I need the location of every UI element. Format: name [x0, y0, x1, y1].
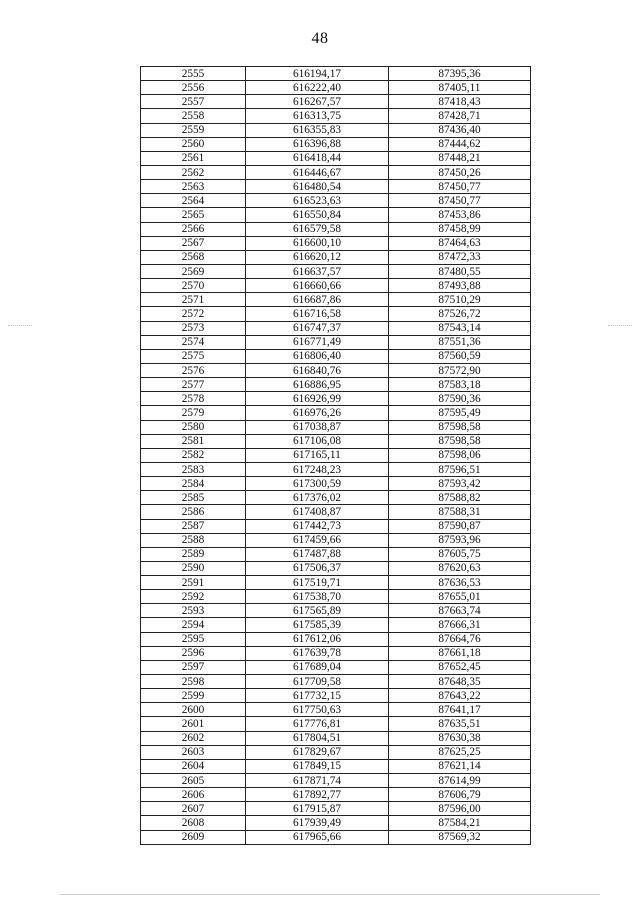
y-coordinate-cell: 87590,36 [389, 392, 531, 406]
y-coordinate-cell: 87643,22 [389, 689, 531, 703]
y-coordinate-cell: 87598,06 [389, 448, 531, 462]
table-row [141, 731, 531, 745]
x-coordinate-cell: 616550,84 [246, 208, 389, 222]
table-row [141, 618, 531, 632]
x-coordinate-cell: 616976,26 [246, 406, 389, 420]
point-number-cell: 2579 [141, 406, 246, 420]
point-number-cell: 2605 [141, 774, 246, 788]
point-number-cell: 2570 [141, 279, 246, 293]
page-number: 48 [311, 30, 329, 47]
table-row [141, 378, 531, 392]
y-coordinate-cell: 87621,14 [389, 759, 531, 773]
table-row [141, 604, 531, 618]
table-row [141, 590, 531, 604]
table-row [141, 208, 531, 222]
point-number-cell: 2566 [141, 222, 246, 236]
point-number-cell: 2581 [141, 434, 246, 448]
point-number-cell: 2577 [141, 378, 246, 392]
x-coordinate-cell: 616267,57 [246, 95, 389, 109]
y-coordinate-cell: 87596,51 [389, 462, 531, 476]
y-coordinate-cell: 87444,62 [389, 137, 531, 151]
y-coordinate-cell: 87464,63 [389, 236, 531, 250]
table-row [141, 462, 531, 476]
x-coordinate-cell: 617038,87 [246, 420, 389, 434]
table-row [141, 448, 531, 462]
y-coordinate-cell: 87596,00 [389, 802, 531, 816]
y-coordinate-cell: 87450,77 [389, 194, 531, 208]
x-coordinate-cell: 616687,86 [246, 293, 389, 307]
y-coordinate-cell: 87593,96 [389, 533, 531, 547]
y-coordinate-cell: 87448,21 [389, 151, 531, 165]
point-number-cell: 2567 [141, 236, 246, 250]
y-coordinate-cell: 87652,45 [389, 660, 531, 674]
table-row [141, 293, 531, 307]
x-coordinate-cell: 616446,67 [246, 165, 389, 179]
x-coordinate-cell: 617487,88 [246, 547, 389, 561]
table-row [141, 802, 531, 816]
table-row [141, 307, 531, 321]
y-coordinate-cell: 87480,55 [389, 264, 531, 278]
y-coordinate-cell: 87472,33 [389, 250, 531, 264]
table-row [141, 830, 531, 844]
y-coordinate-cell: 87543,14 [389, 321, 531, 335]
y-coordinate-cell: 87598,58 [389, 420, 531, 434]
y-coordinate-cell: 87663,74 [389, 604, 531, 618]
point-number-cell: 2557 [141, 95, 246, 109]
x-coordinate-cell: 617408,87 [246, 505, 389, 519]
y-coordinate-cell: 87636,53 [389, 576, 531, 590]
table-row [141, 222, 531, 236]
y-coordinate-cell: 87428,71 [389, 109, 531, 123]
x-coordinate-cell: 617506,37 [246, 561, 389, 575]
point-number-cell: 2592 [141, 590, 246, 604]
table-row [141, 703, 531, 717]
point-number-cell: 2573 [141, 321, 246, 335]
x-coordinate-cell: 617519,71 [246, 576, 389, 590]
table-row [141, 745, 531, 759]
x-coordinate-cell: 616771,49 [246, 335, 389, 349]
point-number-cell: 2591 [141, 576, 246, 590]
point-number-cell: 2560 [141, 137, 246, 151]
table-row [141, 632, 531, 646]
x-coordinate-cell: 616579,58 [246, 222, 389, 236]
y-coordinate-cell: 87458,99 [389, 222, 531, 236]
table-row [141, 279, 531, 293]
point-number-cell: 2561 [141, 151, 246, 165]
x-coordinate-cell: 617750,63 [246, 703, 389, 717]
x-coordinate-cell: 617585,39 [246, 618, 389, 632]
x-coordinate-cell: 617776,81 [246, 717, 389, 731]
x-coordinate-cell: 617442,73 [246, 519, 389, 533]
x-coordinate-cell: 617376,02 [246, 491, 389, 505]
y-coordinate-cell: 87572,90 [389, 363, 531, 377]
point-number-cell: 2595 [141, 632, 246, 646]
x-coordinate-cell: 616886,95 [246, 378, 389, 392]
x-coordinate-cell: 616660,66 [246, 279, 389, 293]
y-coordinate-cell: 87418,43 [389, 95, 531, 109]
y-coordinate-cell: 87620,63 [389, 561, 531, 575]
y-coordinate-cell: 87661,18 [389, 646, 531, 660]
y-coordinate-cell: 87584,21 [389, 816, 531, 830]
y-coordinate-cell: 87450,77 [389, 180, 531, 194]
x-coordinate-cell: 617871,74 [246, 774, 389, 788]
point-number-cell: 2585 [141, 491, 246, 505]
point-number-cell: 2572 [141, 307, 246, 321]
y-coordinate-cell: 87606,79 [389, 788, 531, 802]
y-coordinate-cell: 87590,87 [389, 519, 531, 533]
table-row [141, 576, 531, 590]
x-coordinate-cell: 617829,67 [246, 745, 389, 759]
table-row [141, 67, 531, 81]
y-coordinate-cell: 87588,82 [389, 491, 531, 505]
point-number-cell: 2593 [141, 604, 246, 618]
x-coordinate-cell: 617732,15 [246, 689, 389, 703]
x-coordinate-cell: 617892,77 [246, 788, 389, 802]
y-coordinate-cell: 87648,35 [389, 675, 531, 689]
point-number-cell: 2601 [141, 717, 246, 731]
table-row [141, 151, 531, 165]
x-coordinate-cell: 616747,37 [246, 321, 389, 335]
point-number-cell: 2575 [141, 349, 246, 363]
table-row [141, 363, 531, 377]
table-row [141, 816, 531, 830]
table-row [141, 477, 531, 491]
y-coordinate-cell: 87569,32 [389, 830, 531, 844]
y-coordinate-cell: 87583,18 [389, 378, 531, 392]
y-coordinate-cell: 87664,76 [389, 632, 531, 646]
point-number-cell: 2590 [141, 561, 246, 575]
x-coordinate-cell: 617459,66 [246, 533, 389, 547]
point-number-cell: 2578 [141, 392, 246, 406]
y-coordinate-cell: 87395,36 [389, 67, 531, 81]
table-row [141, 759, 531, 773]
x-coordinate-cell: 616313,75 [246, 109, 389, 123]
point-number-cell: 2587 [141, 519, 246, 533]
y-coordinate-cell: 87453,86 [389, 208, 531, 222]
table-row [141, 519, 531, 533]
table-row [141, 646, 531, 660]
x-coordinate-cell: 617300,59 [246, 477, 389, 491]
table-row [141, 194, 531, 208]
x-coordinate-cell: 617939,49 [246, 816, 389, 830]
point-number-cell: 2582 [141, 448, 246, 462]
point-number-cell: 2602 [141, 731, 246, 745]
y-coordinate-cell: 87436,40 [389, 123, 531, 137]
point-number-cell: 2558 [141, 109, 246, 123]
y-coordinate-cell: 87510,29 [389, 293, 531, 307]
y-coordinate-cell: 87666,31 [389, 618, 531, 632]
table-row [141, 788, 531, 802]
point-number-cell: 2584 [141, 477, 246, 491]
y-coordinate-cell: 87625,25 [389, 745, 531, 759]
point-number-cell: 2598 [141, 675, 246, 689]
x-coordinate-cell: 617639,78 [246, 646, 389, 660]
table-row [141, 95, 531, 109]
point-number-cell: 2586 [141, 505, 246, 519]
point-number-cell: 2599 [141, 689, 246, 703]
x-coordinate-cell: 616222,40 [246, 81, 389, 95]
point-number-cell: 2609 [141, 830, 246, 844]
coordinates-table-body [141, 67, 531, 845]
point-number-cell: 2604 [141, 759, 246, 773]
point-number-cell: 2576 [141, 363, 246, 377]
point-number-cell: 2588 [141, 533, 246, 547]
x-coordinate-cell: 616418,44 [246, 151, 389, 165]
table-row [141, 250, 531, 264]
point-number-cell: 2569 [141, 264, 246, 278]
point-number-cell: 2580 [141, 420, 246, 434]
point-number-cell: 2565 [141, 208, 246, 222]
table-row [141, 547, 531, 561]
x-coordinate-cell: 616396,88 [246, 137, 389, 151]
table-row [141, 236, 531, 250]
table-row [141, 675, 531, 689]
point-number-cell: 2568 [141, 250, 246, 264]
table-row [141, 505, 531, 519]
table-row [141, 533, 531, 547]
x-coordinate-cell: 616355,83 [246, 123, 389, 137]
table-row [141, 406, 531, 420]
point-number-cell: 2606 [141, 788, 246, 802]
y-coordinate-cell: 87595,49 [389, 406, 531, 420]
table-row [141, 774, 531, 788]
x-coordinate-cell: 616716,58 [246, 307, 389, 321]
x-coordinate-cell: 616620,12 [246, 250, 389, 264]
point-number-cell: 2574 [141, 335, 246, 349]
x-coordinate-cell: 616600,10 [246, 236, 389, 250]
table-row [141, 561, 531, 575]
x-coordinate-cell: 617709,58 [246, 675, 389, 689]
y-coordinate-cell: 87655,01 [389, 590, 531, 604]
point-number-cell: 2563 [141, 180, 246, 194]
y-coordinate-cell: 87450,26 [389, 165, 531, 179]
y-coordinate-cell: 87526,72 [389, 307, 531, 321]
table-row [141, 321, 531, 335]
table-row [141, 137, 531, 151]
y-coordinate-cell: 87630,38 [389, 731, 531, 745]
y-coordinate-cell: 87635,51 [389, 717, 531, 731]
y-coordinate-cell: 87614,99 [389, 774, 531, 788]
y-coordinate-cell: 87641,17 [389, 703, 531, 717]
table-row [141, 81, 531, 95]
x-coordinate-cell: 617915,87 [246, 802, 389, 816]
point-number-cell: 2571 [141, 293, 246, 307]
table-row [141, 717, 531, 731]
x-coordinate-cell: 616480,54 [246, 180, 389, 194]
x-coordinate-cell: 617965,66 [246, 830, 389, 844]
x-coordinate-cell: 617689,04 [246, 660, 389, 674]
point-number-cell: 2596 [141, 646, 246, 660]
table-row [141, 109, 531, 123]
y-coordinate-cell: 87551,36 [389, 335, 531, 349]
point-number-cell: 2559 [141, 123, 246, 137]
x-coordinate-cell: 617106,08 [246, 434, 389, 448]
point-number-cell: 2608 [141, 816, 246, 830]
y-coordinate-cell: 87598,58 [389, 434, 531, 448]
x-coordinate-cell: 616926,99 [246, 392, 389, 406]
scan-speck-left [8, 325, 32, 326]
table-row [141, 349, 531, 363]
point-number-cell: 2600 [141, 703, 246, 717]
table-row [141, 660, 531, 674]
x-coordinate-cell: 617165,11 [246, 448, 389, 462]
table-row [141, 335, 531, 349]
point-number-cell: 2562 [141, 165, 246, 179]
y-coordinate-cell: 87588,31 [389, 505, 531, 519]
table-row [141, 264, 531, 278]
scan-speck-right [608, 325, 632, 326]
point-number-cell: 2564 [141, 194, 246, 208]
x-coordinate-cell: 617565,89 [246, 604, 389, 618]
point-number-cell: 2597 [141, 660, 246, 674]
y-coordinate-cell: 87560,59 [389, 349, 531, 363]
point-number-cell: 2594 [141, 618, 246, 632]
table-row [141, 123, 531, 137]
table-row [141, 165, 531, 179]
x-coordinate-cell: 616523,63 [246, 194, 389, 208]
point-number-cell: 2603 [141, 745, 246, 759]
x-coordinate-cell: 616806,40 [246, 349, 389, 363]
y-coordinate-cell: 87493,88 [389, 279, 531, 293]
x-coordinate-cell: 617804,51 [246, 731, 389, 745]
table-row [141, 434, 531, 448]
scan-bottom-edge [60, 894, 600, 895]
x-coordinate-cell: 617538,70 [246, 590, 389, 604]
point-number-cell: 2556 [141, 81, 246, 95]
table-row [141, 420, 531, 434]
table-row [141, 491, 531, 505]
y-coordinate-cell: 87593,42 [389, 477, 531, 491]
x-coordinate-cell: 617612,06 [246, 632, 389, 646]
y-coordinate-cell: 87605,75 [389, 547, 531, 561]
point-number-cell: 2555 [141, 67, 246, 81]
x-coordinate-cell: 617248,23 [246, 462, 389, 476]
point-number-cell: 2583 [141, 462, 246, 476]
x-coordinate-cell: 616840,76 [246, 363, 389, 377]
point-number-cell: 2607 [141, 802, 246, 816]
coordinates-table [140, 66, 531, 845]
table-row [141, 392, 531, 406]
table-row [141, 689, 531, 703]
table-row [141, 180, 531, 194]
x-coordinate-cell: 617849,15 [246, 759, 389, 773]
point-number-cell: 2589 [141, 547, 246, 561]
y-coordinate-cell: 87405,11 [389, 81, 531, 95]
x-coordinate-cell: 616194,17 [246, 67, 389, 81]
x-coordinate-cell: 616637,57 [246, 264, 389, 278]
